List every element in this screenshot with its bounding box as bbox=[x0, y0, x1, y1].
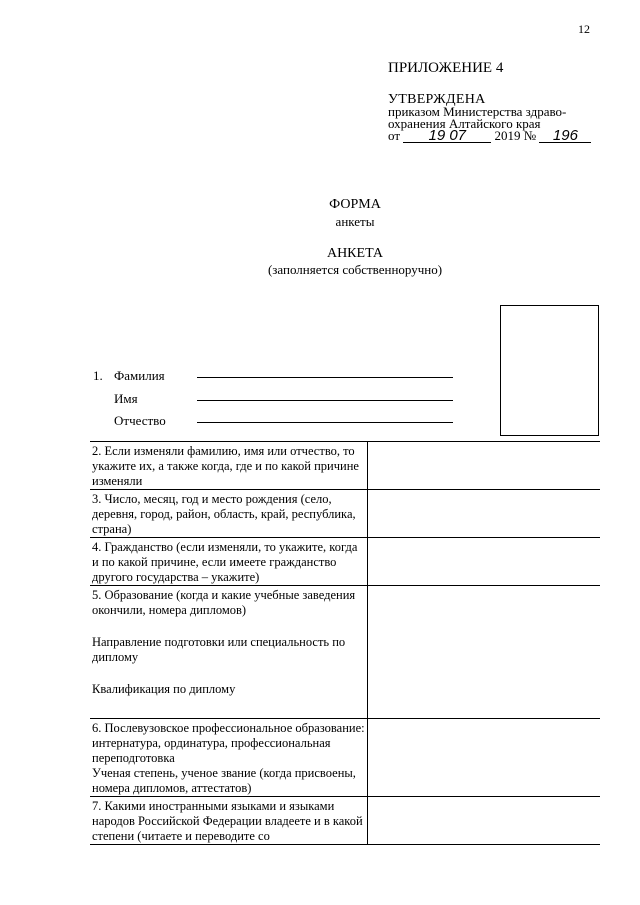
question-cell bbox=[90, 442, 367, 490]
table-row bbox=[90, 719, 600, 797]
question-cell bbox=[90, 490, 367, 538]
item-number-1: 1. bbox=[93, 368, 103, 383]
questionnaire-table bbox=[90, 441, 600, 845]
anketa-title: АНКЕТА bbox=[326, 246, 384, 261]
order-line-1: приказом Министерства здраво- bbox=[388, 104, 567, 119]
year-number-label: 2019 № bbox=[494, 128, 537, 143]
handwritten-date: 19 07 bbox=[403, 129, 491, 143]
first-name-label: Имя bbox=[114, 391, 138, 406]
question-text: 3. Число, месяц, год и место рождения (село, деревня, город, район, область, край, республика, страна) bbox=[92, 492, 356, 536]
table-row bbox=[90, 586, 600, 719]
question-text: 2. Если изменяли фамилию, имя или отчество, то укажите их, а также когда, где и по какой причине изменяли bbox=[92, 444, 359, 488]
question-subtext: Ученая степень, ученое звание (когда присвоены, номера дипломов, аттестатов) bbox=[92, 766, 356, 795]
table-row bbox=[90, 490, 600, 538]
answer-cell[interactable] bbox=[367, 719, 600, 797]
table-row bbox=[90, 797, 600, 845]
question-text: 7. Какими иностранными языками и языками народов Российской Федерации владеете и в какой степени (читаете и переводите со bbox=[92, 799, 363, 843]
question-cell bbox=[90, 538, 367, 586]
date-prefix: от bbox=[388, 128, 401, 143]
question-subtext: Квалификация по диплому bbox=[92, 682, 236, 696]
answer-cell[interactable] bbox=[367, 797, 600, 845]
handwritten-order-number: 196 bbox=[539, 129, 591, 143]
question-subtext: Направление подготовки или специальность по диплому bbox=[92, 635, 346, 664]
answer-cell[interactable] bbox=[367, 538, 600, 586]
answer-cell[interactable] bbox=[367, 442, 600, 490]
answer-cell[interactable] bbox=[367, 490, 600, 538]
form-title: ФОРМА bbox=[329, 197, 381, 212]
question-text: 5. Образование (когда и какие учебные заведения окончили, номера дипломов) bbox=[92, 588, 356, 617]
question-text: 6. Послевузовское профессиональное образование: интернатура, ординатура, профессиональная переподготовка bbox=[92, 721, 365, 765]
photo-box bbox=[500, 305, 599, 436]
question-cell bbox=[90, 586, 367, 719]
answer-cell[interactable] bbox=[367, 586, 600, 719]
appendix-title: ПРИЛОЖЕНИЕ 4 bbox=[388, 60, 504, 76]
anketa-subtitle: (заполняется собственноручно) bbox=[267, 262, 443, 277]
order-line-2: охранения Алтайского края bbox=[388, 116, 541, 131]
table-row bbox=[90, 442, 600, 490]
patronymic-label: Отчество bbox=[114, 413, 166, 428]
patronymic-line[interactable] bbox=[197, 422, 453, 423]
first-name-line[interactable] bbox=[197, 400, 453, 401]
surname-label: Фамилия bbox=[114, 368, 165, 383]
question-text: 4. Гражданство (если изменяли, то укажите, когда и по какой причине, если имеете гражданство другого государства – укажите) bbox=[92, 540, 358, 584]
question-cell bbox=[90, 719, 367, 797]
order-date-line bbox=[388, 129, 591, 143]
surname-line[interactable] bbox=[197, 377, 453, 378]
form-subtitle: анкеты bbox=[335, 214, 375, 229]
question-cell bbox=[90, 797, 367, 845]
approved-label: УТВЕРЖДЕНА bbox=[388, 92, 486, 107]
page-number: 12 bbox=[578, 22, 590, 36]
table-row bbox=[90, 538, 600, 586]
